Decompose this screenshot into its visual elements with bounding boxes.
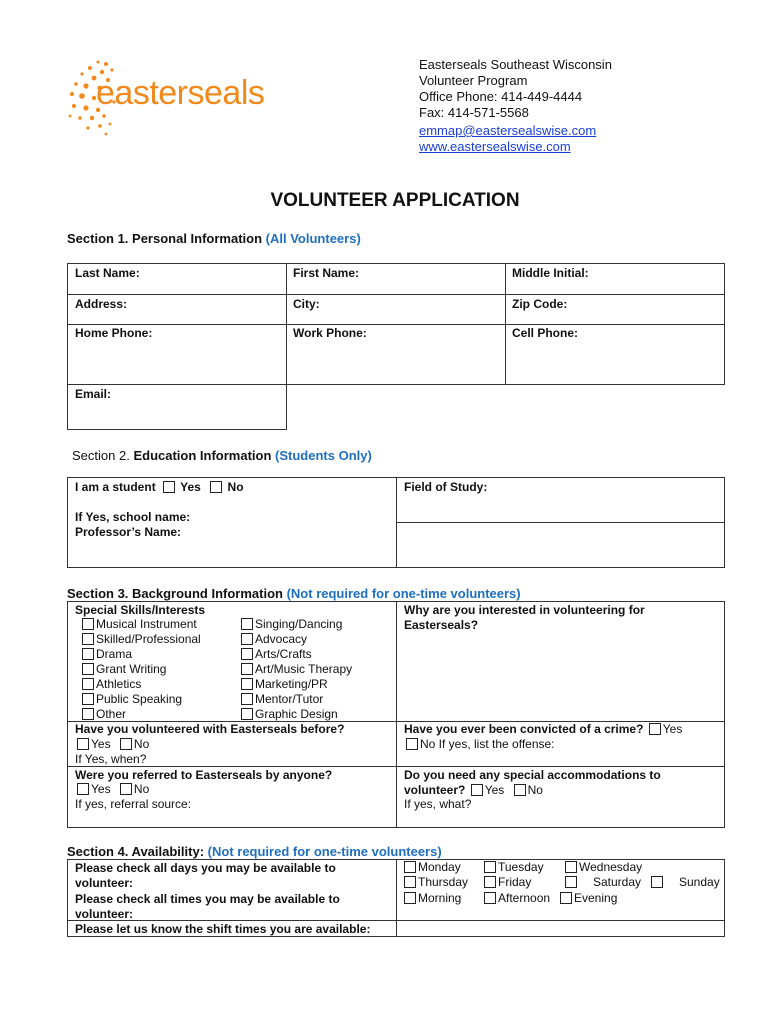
skill-checkbox[interactable] [82,663,94,675]
thursday-checkbox[interactable] [404,876,416,888]
email-link[interactable]: emmap@eastersealswise.com [419,123,597,138]
day-wednesday [565,860,642,875]
skill-label: Grant Writing [96,662,167,676]
referred-question: Were you referred to Easterseals by anyone? [75,768,333,782]
volunteered-yes-label: Yes [91,737,111,751]
day-monday [404,860,461,875]
skill-option [241,632,352,647]
skill-checkbox[interactable] [82,708,94,720]
sunday-label: Sunday [679,875,720,889]
why-volunteer-question[interactable]: Why are you interested in volunteering for Easterseals? [404,603,645,632]
student-yes-label: Yes [180,480,201,494]
skill-option [241,692,352,707]
school-name-field[interactable]: If Yes, school name: [75,510,191,524]
student-no-label: No [227,480,244,494]
accommodations-yes-checkbox[interactable] [471,784,483,796]
friday-label: Friday [498,875,532,889]
friday-checkbox[interactable] [484,876,496,888]
section4-title: Section 4. Availability: [67,844,205,859]
org-name: Easterseals Southeast Wisconsin [419,57,612,72]
referred-options [77,782,149,797]
day-tuesday [484,860,544,875]
skill-checkbox[interactable] [82,633,94,645]
skill-label: Skilled/Professional [96,632,201,646]
sunday-checkbox[interactable] [651,876,663,888]
referred-yes-label: Yes [91,782,111,796]
convicted-no-option [406,737,555,752]
skill-checkbox[interactable] [241,633,253,645]
skill-option [82,632,201,647]
last-name-field[interactable]: Last Name: [75,266,140,280]
evening-checkbox[interactable] [560,892,572,904]
section2-title: Education Information [133,448,272,463]
afternoon-checkbox[interactable] [484,892,496,904]
skill-option [241,677,352,692]
fax: Fax: 414-571-5568 [419,105,529,120]
time-evening [560,891,617,906]
volunteered-before-options [77,737,149,752]
skill-option [241,707,352,722]
convicted-no-checkbox[interactable] [406,738,418,750]
divider [396,601,397,828]
wednesday-checkbox[interactable] [565,861,577,873]
office-phone: Office Phone: 414-449-4444 [419,89,583,104]
skill-checkbox[interactable] [241,648,253,660]
convicted-yes-label: Yes [662,722,683,736]
student-label: I am a student [75,480,156,494]
convicted-question [404,722,682,736]
referred-yes-checkbox[interactable] [77,783,89,795]
skill-checkbox[interactable] [241,663,253,675]
skill-label: Other [96,707,127,721]
section2-heading [72,448,372,463]
volunteered-yes-checkbox[interactable] [77,738,89,750]
accommodations-no-label: No [527,783,543,797]
skills-right-list [241,617,352,722]
page-title: VOLUNTEER APPLICATION [270,190,520,211]
convicted-label: Have you ever been convicted of a crime? [404,722,644,736]
saturday-label: Saturday [593,875,642,889]
divider [67,766,725,767]
divider [67,294,725,295]
first-name-field[interactable]: First Name: [293,266,360,280]
home-phone-field[interactable]: Home Phone: [75,326,153,340]
section2-prefix: Section 2. [72,448,130,463]
skill-option [241,647,352,662]
city-field[interactable]: City: [293,297,320,311]
skill-option [82,647,201,662]
volunteered-no-label: No [133,737,150,751]
volunteered-before-question: Have you volunteered with Easterseals before? [75,722,345,736]
day-sunday [651,875,720,890]
skills-left-list [82,617,201,722]
skills-title: Special Skills/Interests [75,603,206,617]
morning-label: Morning [418,891,462,905]
skill-label: Athletics [96,677,142,691]
accommodations-label: Do you need any special accommodations to volunteer? [404,768,661,797]
accommodations-question [404,768,714,798]
thursday-label: Thursday [418,875,469,889]
day-friday [484,875,531,890]
section4-note: (Not required for one-time volunteers) [207,844,442,859]
skill-label: Marketing/PR [255,677,328,691]
skill-option [241,617,352,632]
monday-checkbox[interactable] [404,861,416,873]
wednesday-label: Wednesday [579,860,643,874]
tuesday-label: Tuesday [498,860,544,874]
shift-prompt[interactable]: Please let us know the shift times you are available: [75,922,371,936]
time-afternoon [484,891,550,906]
skill-label: Musical Instrument [96,617,197,631]
divider [505,263,506,385]
day-thursday [404,875,468,890]
section3-note: (Not required for one-time volunteers) [286,586,521,601]
times-prompt: Please check all times you may be available to volunteer: [75,892,340,921]
skill-option [82,707,201,722]
volunteered-no-checkbox[interactable] [120,738,132,750]
email-field[interactable]: Email: [75,387,112,401]
skill-option [82,662,201,677]
afternoon-label: Afternoon [498,891,551,905]
skill-label: Singing/Dancing [255,617,343,631]
logo-wordmark: easterseals [96,74,265,112]
skill-label: Art/Music Therapy [255,662,353,676]
skill-label: Arts/Crafts [255,647,312,661]
easterseals-logo [66,56,281,136]
skill-label: Drama [96,647,133,661]
work-phone-field[interactable]: Work Phone: [293,326,367,340]
days-prompt: Please check all days you may be available to volunteer: [75,861,336,890]
referred-no-checkbox[interactable] [120,783,132,795]
skill-checkbox[interactable] [241,618,253,630]
accommodations-no-checkbox[interactable] [514,784,526,796]
convicted-yes-checkbox[interactable] [649,723,661,735]
skill-option [241,662,352,677]
student-question [75,480,244,494]
evening-label: Evening [574,891,618,905]
skill-label: Graphic Design [255,707,338,721]
skill-option [82,692,201,707]
accommodations-yes-label: Yes [484,783,505,797]
skill-option [82,677,201,692]
convicted-no-label: No If yes, list the offense: [420,737,555,751]
time-morning [404,891,461,906]
address-field[interactable]: Address: [75,297,128,311]
section1-heading [67,231,361,246]
program-name: Volunteer Program [419,73,528,88]
divider [67,324,725,325]
tuesday-checkbox[interactable] [484,861,496,873]
monday-label: Monday [418,860,461,874]
divider [396,859,397,937]
day-saturday [565,875,641,890]
website-link[interactable]: www.eastersealswise.com [419,139,571,154]
middle-initial-field[interactable]: Middle Initial: [512,266,589,280]
saturday-checkbox[interactable] [565,876,577,888]
skill-label: Advocacy [255,632,308,646]
field-of-study-field[interactable]: Field of Study: [404,480,488,494]
student-yes-checkbox[interactable] [163,481,175,493]
section1-title: Section 1. Personal Information [67,231,263,246]
section2-note: (Students Only) [275,448,372,463]
section3-heading [67,586,521,601]
section4-heading [67,844,442,859]
skill-label: Mentor/Tutor [255,692,324,706]
skill-checkbox[interactable] [82,618,94,630]
professor-name-field[interactable]: Professor’s Name: [75,525,182,539]
skill-checkbox[interactable] [82,648,94,660]
section3-title: Section 3. Background Information [67,586,283,601]
skill-label: Public Speaking [96,692,183,706]
referred-no-label: No [133,782,150,796]
referral-source-field[interactable]: If yes, referral source: [75,797,192,811]
accommodations-what-field[interactable]: If yes, what? [404,797,472,811]
cell-phone-field[interactable]: Cell Phone: [512,326,579,340]
student-no-checkbox[interactable] [210,481,222,493]
if-yes-when-field[interactable]: If Yes, when? [75,752,147,766]
skill-checkbox[interactable] [241,678,253,690]
morning-checkbox[interactable] [404,892,416,904]
skill-checkbox[interactable] [82,678,94,690]
divider [396,522,725,523]
section1-note: (All Volunteers) [265,231,361,246]
skill-checkbox[interactable] [241,693,253,705]
zip-code-field[interactable]: Zip Code: [512,297,568,311]
skill-checkbox[interactable] [241,708,253,720]
skill-checkbox[interactable] [82,693,94,705]
skill-option [82,617,201,632]
